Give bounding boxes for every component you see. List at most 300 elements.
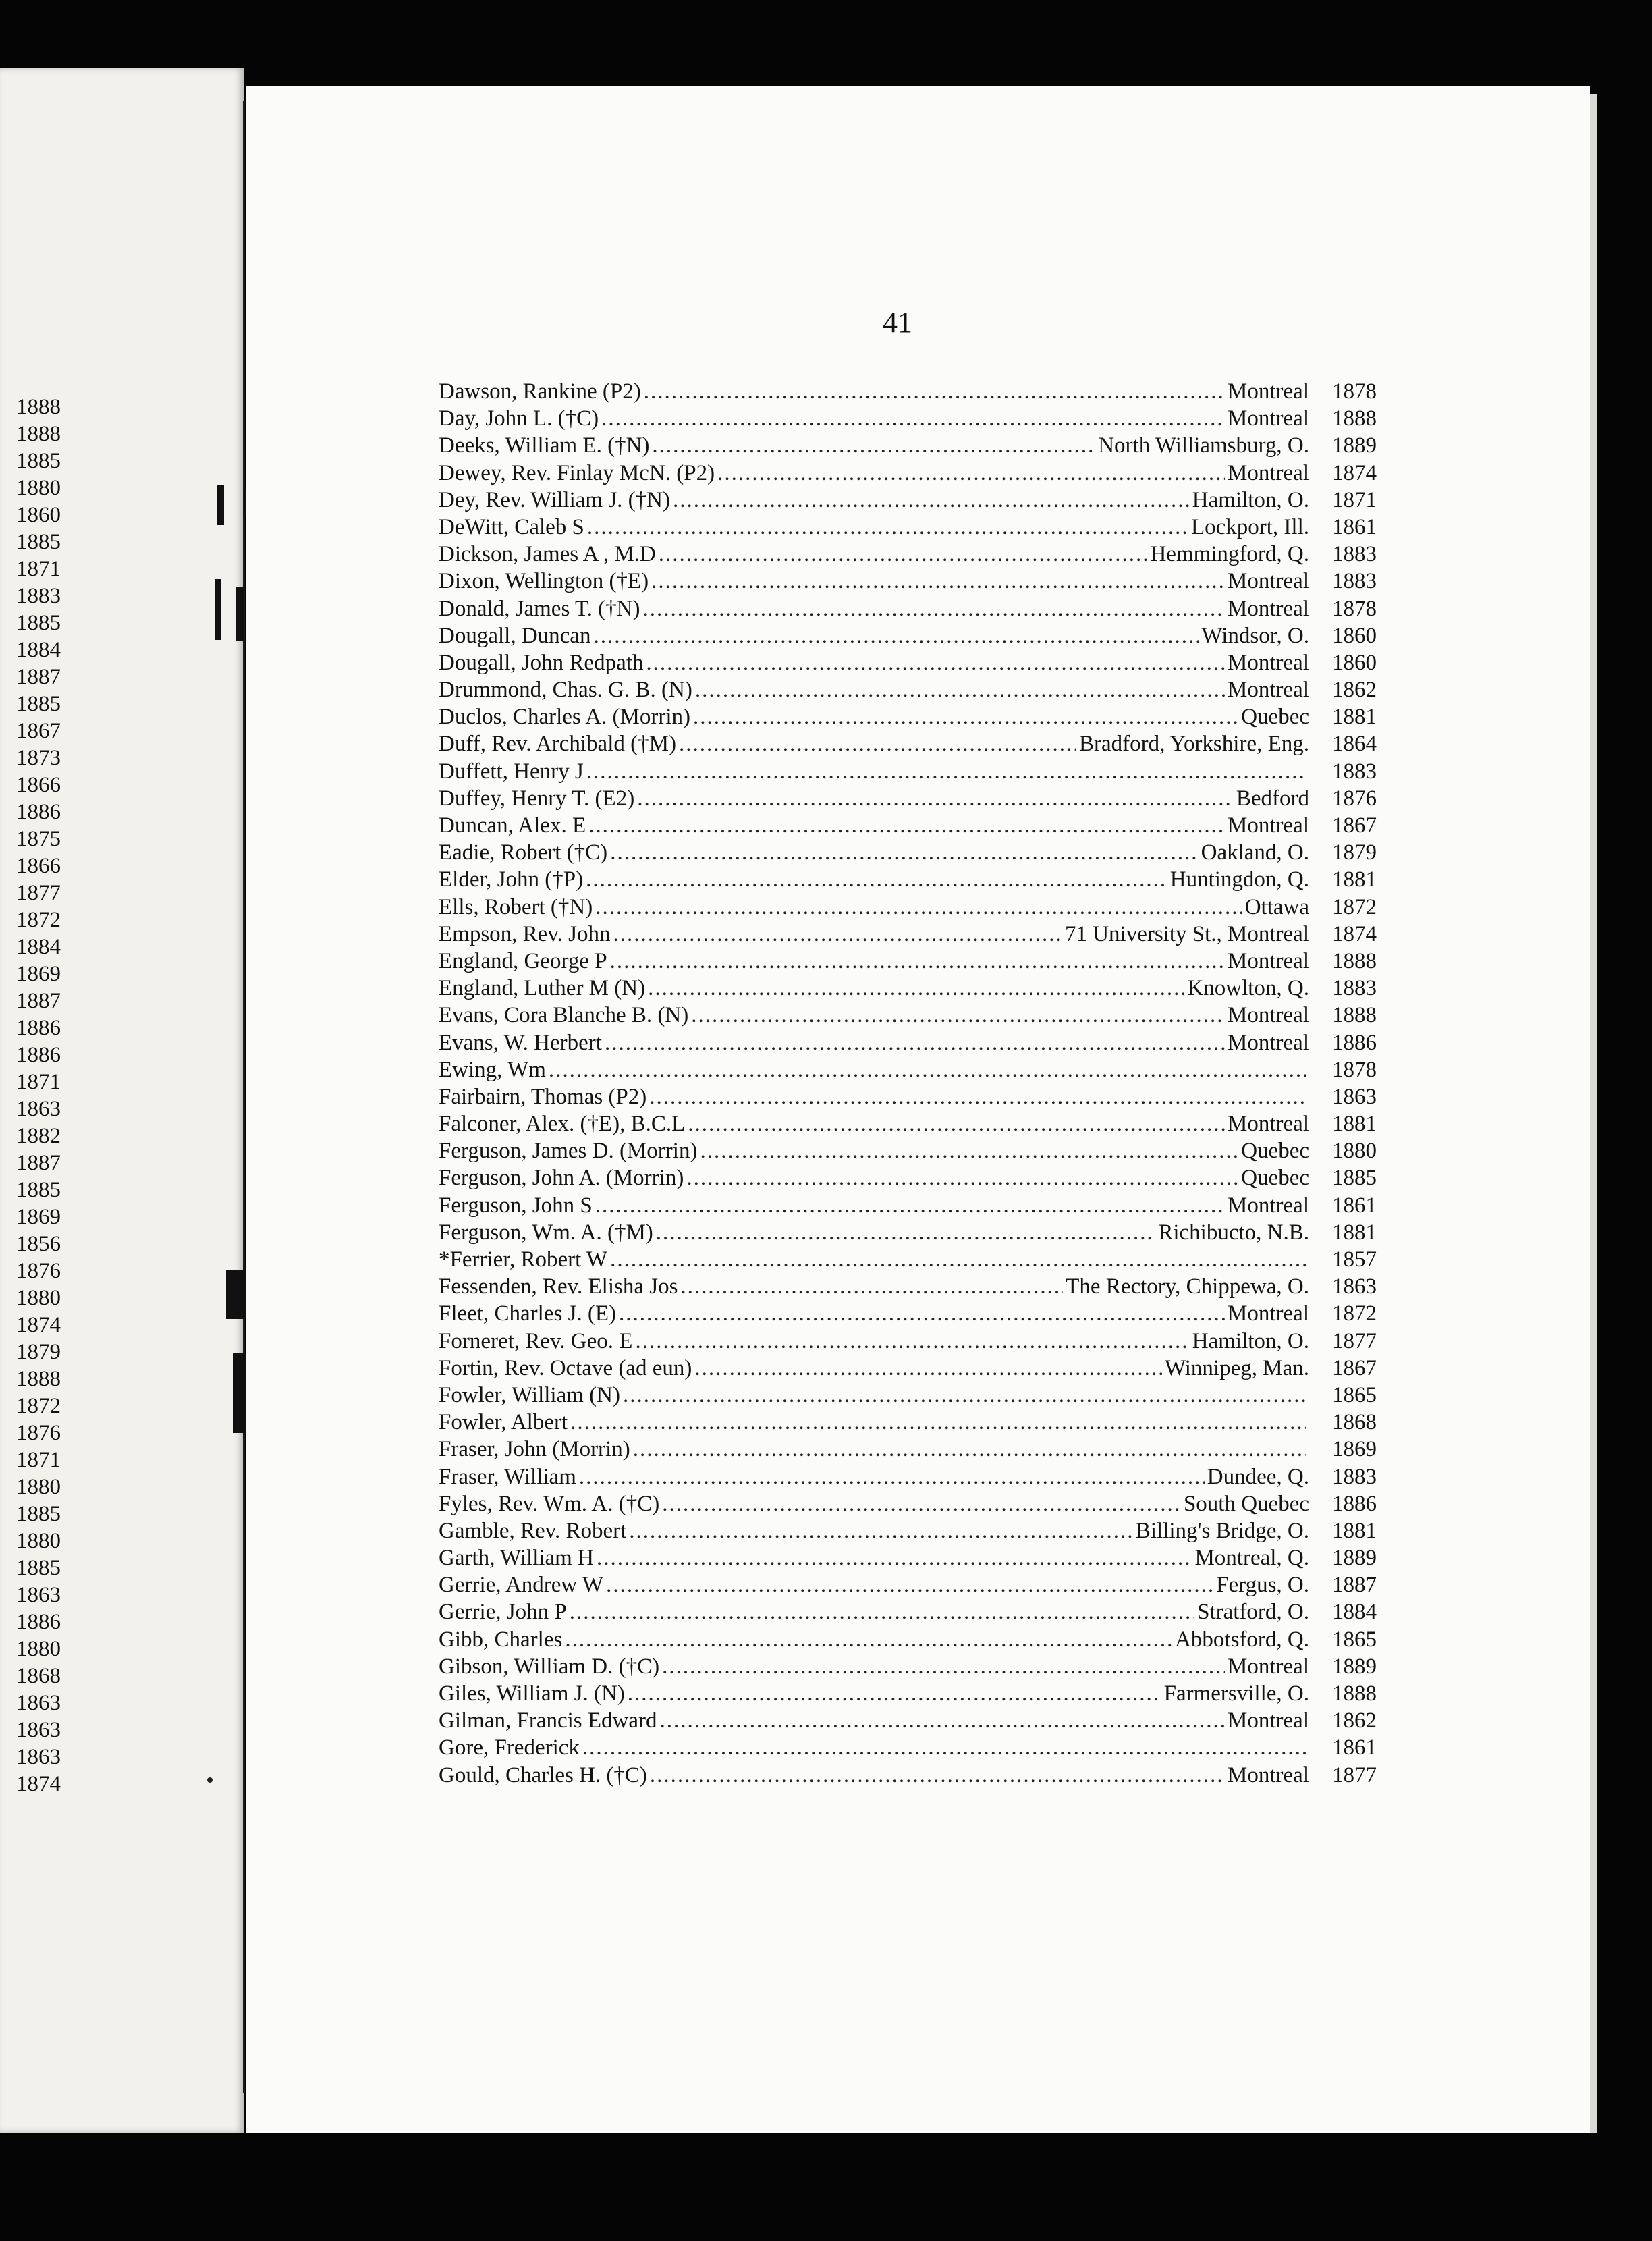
left-page-year: 1884: [16, 638, 61, 662]
entry-name: Evans, W. Herbert: [439, 1030, 602, 1055]
register-entry: [439, 1029, 1377, 1056]
entry-name: Ewing, Wm: [439, 1057, 546, 1082]
leader-dots: [570, 1598, 1194, 1625]
page-number: 41: [883, 306, 912, 339]
register-entry: [439, 378, 1377, 405]
register-entry: [439, 1110, 1377, 1137]
register-entry: [439, 1246, 1377, 1273]
left-page-year: 1885: [16, 1178, 61, 1202]
entry-year: 1883: [1332, 1464, 1377, 1489]
left-page-year: 1873: [16, 746, 61, 770]
leader-dots: [549, 1056, 1306, 1083]
register-entry: [439, 1273, 1377, 1300]
entry-place: Knowlton, Q.: [1187, 976, 1309, 1001]
entry-place: Lockport, Ill.: [1190, 514, 1309, 539]
entry-place: Abbotsford, Q.: [1175, 1627, 1309, 1652]
entry-name: Fraser, John (Morrin): [439, 1437, 630, 1462]
entry-name: Fyles, Rev. Wm. A. (†C): [439, 1491, 660, 1516]
entry-name: Duffett, Henry J: [439, 759, 584, 784]
register-entry: [439, 1598, 1377, 1625]
entry-year: 1886: [1332, 1030, 1377, 1055]
leader-dots: [651, 568, 1225, 595]
entry-name: Eadie, Robert (†C): [439, 840, 608, 865]
register-entry: [439, 1056, 1377, 1083]
entry-name: Day, John L. (†C): [439, 406, 599, 431]
left-page-year: 1888: [16, 422, 61, 446]
entry-year: 1874: [1332, 460, 1377, 485]
register-entry: [439, 1328, 1377, 1355]
entry-place: Montreal: [1228, 1112, 1309, 1137]
entry-year: 1861: [1332, 514, 1377, 539]
leader-dots: [582, 1734, 1306, 1761]
register-entry: [439, 595, 1377, 622]
register-entry: [439, 514, 1377, 541]
entry-year: 1883: [1332, 976, 1377, 1001]
entry-year: 1864: [1332, 732, 1377, 757]
entry-year: 1861: [1332, 1193, 1377, 1218]
left-page-year: 1885: [16, 692, 61, 716]
leader-dots: [623, 1382, 1306, 1409]
leader-dots: [586, 866, 1167, 893]
entry-place: Montreal: [1228, 813, 1309, 838]
entry-year: 1881: [1332, 867, 1377, 892]
left-page-year: 1884: [16, 935, 61, 959]
register-entry: [439, 1382, 1377, 1409]
register-entry: [439, 785, 1377, 812]
entry-year: 1883: [1332, 542, 1377, 567]
register-entry: [439, 1680, 1377, 1707]
register-entry: [439, 1219, 1377, 1246]
leader-dots: [610, 839, 1198, 866]
entry-year: 1883: [1332, 569, 1377, 594]
entry-place: Huntingdon, Q.: [1169, 867, 1309, 892]
entry-name: Ferguson, James D. (Morrin): [439, 1139, 698, 1164]
entry-name: Dougall, Duncan: [439, 623, 591, 648]
entry-year: 1887: [1332, 1573, 1377, 1598]
left-page-year: 1867: [16, 719, 61, 743]
entry-place: Richibucto, N.B.: [1158, 1220, 1309, 1245]
register-entry: [439, 1571, 1377, 1598]
entry-name: DeWitt, Caleb S: [439, 514, 584, 539]
register-entry: [439, 676, 1377, 703]
left-page-year: 1886: [16, 1016, 61, 1040]
leader-dots: [695, 676, 1225, 703]
entry-year: 1860: [1332, 650, 1377, 675]
left-page-year: 1885: [16, 611, 61, 635]
left-page-year: 1880: [16, 1637, 61, 1661]
leader-dots: [649, 1083, 1306, 1110]
entry-year: 1862: [1332, 1708, 1377, 1733]
entry-place: Bedford: [1236, 786, 1309, 811]
leader-dots: [595, 1192, 1225, 1219]
leader-dots: [593, 622, 1199, 649]
entry-place: Montreal: [1228, 1654, 1309, 1679]
stray-ink-dot: [207, 1777, 213, 1783]
register-entry: [439, 1707, 1377, 1734]
leader-dots: [686, 1164, 1238, 1191]
entry-name: Garth, William H: [439, 1546, 594, 1571]
entry-name: Fleet, Charles J. (E): [439, 1301, 617, 1326]
entry-place: Montreal: [1228, 678, 1309, 703]
register-entry: [439, 894, 1377, 921]
entry-place: Quebec: [1241, 1166, 1309, 1191]
leader-dots: [595, 894, 1242, 921]
register-entry: [439, 1192, 1377, 1219]
leader-dots: [662, 1653, 1225, 1680]
entry-place: Montreal, Q.: [1194, 1546, 1309, 1571]
leader-dots: [644, 378, 1225, 405]
entry-year: 1871: [1332, 487, 1377, 512]
entry-name: Forneret, Rev. Geo. E: [439, 1328, 633, 1353]
entry-year: 1863: [1332, 1274, 1377, 1299]
entry-name: Dickson, James A , M.D: [439, 542, 656, 567]
entry-place: Montreal: [1228, 406, 1309, 431]
entry-name: Ferguson, Wm. A. (†M): [439, 1220, 653, 1245]
left-page-year: 1879: [16, 1340, 61, 1364]
entry-year: 1881: [1332, 1112, 1377, 1137]
entry-place: Oakland, O.: [1201, 840, 1309, 865]
entry-place: Montreal: [1228, 1708, 1309, 1733]
leader-dots: [619, 1300, 1225, 1327]
leader-dots: [662, 1490, 1181, 1517]
entry-name: Duclos, Charles A. (Morrin): [439, 705, 691, 730]
leader-dots: [606, 1571, 1213, 1598]
left-page-year: 1886: [16, 800, 61, 824]
entry-place: Stratford, O.: [1197, 1600, 1309, 1625]
left-page-year: 1886: [16, 1610, 61, 1634]
register-entry: [439, 1436, 1377, 1463]
entry-year: 1872: [1332, 1301, 1377, 1326]
left-page-year: 1887: [16, 665, 61, 689]
left-page-year: 1888: [16, 395, 61, 419]
left-page-year: 1872: [16, 908, 61, 932]
ink-bleed-mark: [215, 579, 221, 640]
entry-year: 1878: [1332, 1057, 1377, 1082]
entry-year: 1888: [1332, 406, 1377, 431]
register-entry: [439, 1762, 1377, 1789]
entry-year: 1877: [1332, 1762, 1377, 1787]
left-page-year: 1863: [16, 1745, 61, 1769]
register-entry: [439, 730, 1377, 757]
entry-name: Gilman, Francis Edward: [439, 1708, 657, 1733]
entry-year: 1880: [1332, 1139, 1377, 1164]
leader-dots: [656, 1219, 1156, 1246]
left-page-year: 1869: [16, 962, 61, 986]
leader-dots: [648, 975, 1184, 1002]
entry-year: 1888: [1332, 948, 1377, 973]
register-entry: [439, 568, 1377, 595]
leader-dots: [597, 1544, 1192, 1571]
left-page-year: 1885: [16, 1502, 61, 1526]
entry-name: Duncan, Alex. E: [439, 813, 586, 838]
entry-year: 1878: [1332, 379, 1377, 404]
leader-dots: [570, 1409, 1306, 1436]
entry-place: South Quebec: [1183, 1491, 1309, 1516]
entry-name: Empson, Rev. John: [439, 921, 611, 946]
entry-name: Gore, Frederick: [439, 1735, 580, 1760]
register-entry: [439, 812, 1377, 839]
left-page-year: 1887: [16, 989, 61, 1013]
register-entry: [439, 432, 1377, 459]
register-entry: [439, 1300, 1377, 1327]
register-entry: [439, 541, 1377, 568]
entry-year: 1877: [1332, 1328, 1377, 1353]
left-page-year: 1860: [16, 503, 61, 527]
leader-dots: [629, 1517, 1133, 1544]
left-page-year: 1872: [16, 1394, 61, 1418]
entry-year: 1867: [1332, 1355, 1377, 1380]
entry-place: Montreal: [1228, 1193, 1309, 1218]
leader-dots: [700, 1137, 1238, 1164]
leader-dots: [680, 1273, 1063, 1300]
page-edge: [1590, 94, 1597, 2133]
entry-year: 1872: [1332, 894, 1377, 919]
entry-year: 1889: [1332, 1654, 1377, 1679]
register-entry: [439, 758, 1377, 785]
entry-year: 1884: [1332, 1600, 1377, 1625]
entry-place: Montreal: [1228, 948, 1309, 973]
register-entry: [439, 1409, 1377, 1436]
entry-year: 1889: [1332, 433, 1377, 458]
leader-dots: [650, 1762, 1225, 1789]
leader-dots: [635, 1328, 1189, 1355]
left-page-year: 1885: [16, 530, 61, 554]
entry-place: Quebec: [1241, 1139, 1309, 1164]
left-page-year-column: [0, 394, 61, 1798]
entry-name: Evans, Cora Blanche B. (N): [439, 1003, 689, 1028]
leader-dots: [691, 1002, 1225, 1029]
entry-year: 1888: [1332, 1681, 1377, 1706]
entry-place: Dundee, Q.: [1207, 1464, 1309, 1489]
register-entry: [439, 948, 1377, 975]
entry-name: Gibson, William D. (†C): [439, 1654, 660, 1679]
leader-dots: [601, 405, 1225, 432]
register-entry-list: [439, 378, 1377, 1789]
entry-name: Fowler, William (N): [439, 1382, 620, 1407]
left-page-year: 1876: [16, 1259, 61, 1283]
left-page-year: 1888: [16, 1367, 61, 1391]
entry-name: Deeks, William E. (†N): [439, 433, 650, 458]
entry-name: Gerrie, Andrew W: [439, 1573, 604, 1598]
leader-dots: [679, 730, 1076, 757]
register-entry: [439, 649, 1377, 676]
register-entry: [439, 703, 1377, 730]
entry-name: Donald, James T. (†N): [439, 596, 640, 621]
entry-year: 1860: [1332, 623, 1377, 648]
entry-place: Montreal: [1228, 650, 1309, 675]
entry-place: Winnipeg, Man.: [1164, 1355, 1309, 1380]
entry-year: 1869: [1332, 1437, 1377, 1462]
register-entry: [439, 839, 1377, 866]
leader-dots: [642, 595, 1225, 622]
entry-year: 1874: [1332, 921, 1377, 946]
entry-name: Dawson, Rankine (P2): [439, 379, 641, 404]
entry-year: 1857: [1332, 1247, 1377, 1272]
left-page-year: 1871: [16, 1070, 61, 1094]
entry-name: Duff, Rev. Archibald (†M): [439, 732, 676, 757]
leader-dots: [605, 1029, 1225, 1056]
entry-name: Gamble, Rev. Robert: [439, 1518, 627, 1543]
ink-bleed-mark: [217, 485, 224, 525]
entry-name: Gerrie, John P: [439, 1600, 567, 1625]
left-page-year: 1886: [16, 1043, 61, 1067]
entry-year: 1883: [1332, 759, 1377, 784]
entry-place: Montreal: [1228, 596, 1309, 621]
entry-name: Fortin, Rev. Octave (ad eun): [439, 1355, 692, 1380]
left-page-year: 1875: [16, 827, 61, 851]
leader-dots: [673, 487, 1190, 514]
entry-name: Gould, Charles H. (†C): [439, 1762, 647, 1787]
entry-place: Hamilton, O.: [1192, 487, 1309, 512]
entry-name: Gibb, Charles: [439, 1627, 563, 1652]
leader-dots: [610, 1246, 1306, 1273]
entry-year: 1863: [1332, 1084, 1377, 1109]
entry-place: Hamilton, O.: [1192, 1328, 1309, 1353]
entry-place: Bradford, Yorkshire, Eng.: [1079, 732, 1309, 757]
left-page-year: 1883: [16, 584, 61, 608]
register-entry: [439, 1083, 1377, 1110]
entry-year: 1886: [1332, 1491, 1377, 1516]
left-page-year: 1866: [16, 773, 61, 797]
register-entry: [439, 1734, 1377, 1761]
ink-bleed-mark: [226, 1270, 246, 1319]
left-page-year: 1863: [16, 1691, 61, 1715]
left-page-year: 1880: [16, 1286, 61, 1310]
register-entry: [439, 1653, 1377, 1680]
left-page-year: 1866: [16, 854, 61, 878]
left-page-year: 1876: [16, 1421, 61, 1445]
left-page-year: 1863: [16, 1718, 61, 1742]
entry-name: Ferguson, John S: [439, 1193, 593, 1218]
entry-year: 1861: [1332, 1735, 1377, 1760]
register-entry: [439, 622, 1377, 649]
entry-name: Fraser, William: [439, 1464, 576, 1489]
entry-year: 1865: [1332, 1627, 1377, 1652]
entry-name: Dey, Rev. William J. (†N): [439, 487, 670, 512]
entry-name: England, Luther M (N): [439, 976, 646, 1001]
entry-year: 1878: [1332, 596, 1377, 621]
entry-name: Elder, John (†P): [439, 867, 584, 892]
left-page-year: 1885: [16, 449, 61, 473]
left-page-year: 1880: [16, 1529, 61, 1553]
page-gutter: [243, 101, 245, 2092]
entry-year: 1881: [1332, 1220, 1377, 1245]
leader-dots: [613, 921, 1062, 948]
entry-year: 1889: [1332, 1546, 1377, 1571]
entry-place: Windsor, O.: [1201, 623, 1309, 648]
entry-place: Montreal: [1228, 1003, 1309, 1028]
entry-year: 1888: [1332, 1003, 1377, 1028]
entry-place: Montreal: [1228, 379, 1309, 404]
left-page-year: 1863: [16, 1583, 61, 1607]
entry-year: 1865: [1332, 1382, 1377, 1407]
register-entry: [439, 460, 1377, 487]
left-page-year: 1880: [16, 1475, 61, 1499]
entry-year: 1868: [1332, 1410, 1377, 1435]
entry-place: Fergus, O.: [1216, 1573, 1309, 1598]
entry-year: 1876: [1332, 786, 1377, 811]
entry-name: Fairbairn, Thomas (P2): [439, 1084, 647, 1109]
register-entry: [439, 866, 1377, 893]
entry-place: Montreal: [1228, 569, 1309, 594]
leader-dots: [610, 948, 1225, 975]
register-entry: [439, 1544, 1377, 1571]
leader-dots: [694, 1355, 1162, 1382]
entry-year: 1862: [1332, 678, 1377, 703]
entry-year: 1867: [1332, 813, 1377, 838]
leader-dots: [693, 703, 1238, 730]
entry-name: Dewey, Rev. Finlay McN. (P2): [439, 460, 715, 485]
leader-dots: [579, 1463, 1205, 1490]
register-entry: [439, 1463, 1377, 1490]
register-entry: [439, 1164, 1377, 1191]
entry-name: England, George P: [439, 948, 607, 973]
left-page-year: 1887: [16, 1151, 61, 1175]
entry-year: 1881: [1332, 1518, 1377, 1543]
left-page-year: 1885: [16, 1556, 61, 1580]
entry-place: Montreal: [1228, 1030, 1309, 1055]
entry-name: Duffey, Henry T. (E2): [439, 786, 635, 811]
register-entry: [439, 1355, 1377, 1382]
left-page-year: 1874: [16, 1313, 61, 1337]
left-page-year: 1856: [16, 1232, 61, 1256]
leader-dots: [633, 1436, 1306, 1463]
left-page-year: 1880: [16, 476, 61, 500]
leader-dots: [587, 514, 1188, 541]
entry-place: Montreal: [1228, 1301, 1309, 1326]
entry-name: Dixon, Wellington (†E): [439, 569, 649, 594]
entry-year: 1879: [1332, 840, 1377, 865]
leader-dots: [628, 1680, 1161, 1707]
left-page-year: 1874: [16, 1772, 61, 1796]
leader-dots: [586, 758, 1306, 785]
entry-place: Farmersville, O.: [1163, 1681, 1309, 1706]
left-page-year: 1871: [16, 557, 61, 581]
register-entry: [439, 1626, 1377, 1653]
left-page-year: 1871: [16, 1448, 61, 1472]
entry-name: Ells, Robert (†N): [439, 894, 593, 919]
register-entry: [439, 921, 1377, 948]
register-entry: [439, 1490, 1377, 1517]
entry-name: *Ferrier, Robert W: [439, 1247, 608, 1272]
entry-year: 1881: [1332, 705, 1377, 730]
entry-place: Montreal: [1228, 1762, 1309, 1787]
register-entry: [439, 975, 1377, 1002]
leader-dots: [588, 812, 1225, 839]
register-entry: [439, 1517, 1377, 1544]
entry-place: Billing's Bridge, O.: [1135, 1518, 1309, 1543]
ink-bleed-mark: [236, 587, 244, 641]
entry-place: Ottawa: [1244, 894, 1309, 919]
entry-name: Falconer, Alex. (†E), B.C.L: [439, 1112, 686, 1137]
register-entry: [439, 1137, 1377, 1164]
entry-place: North Williamsburg, O.: [1098, 433, 1309, 458]
entry-year: 1885: [1332, 1166, 1377, 1191]
leader-dots: [637, 785, 1234, 812]
left-page-year: 1869: [16, 1205, 61, 1229]
entry-name: Dougall, John Redpath: [439, 650, 644, 675]
entry-name: Ferguson, John A. (Morrin): [439, 1166, 684, 1191]
left-page-year: 1882: [16, 1124, 61, 1148]
entry-place: Hemmingford, Q.: [1150, 542, 1309, 567]
leader-dots: [660, 1707, 1226, 1734]
register-entry: [439, 405, 1377, 432]
leader-dots: [652, 432, 1095, 459]
entry-name: Drummond, Chas. G. B. (N): [439, 678, 692, 703]
left-page-year: 1868: [16, 1664, 61, 1688]
entry-name: Fowler, Albert: [439, 1410, 568, 1435]
entry-name: Fessenden, Rev. Elisha Jos: [439, 1274, 678, 1299]
